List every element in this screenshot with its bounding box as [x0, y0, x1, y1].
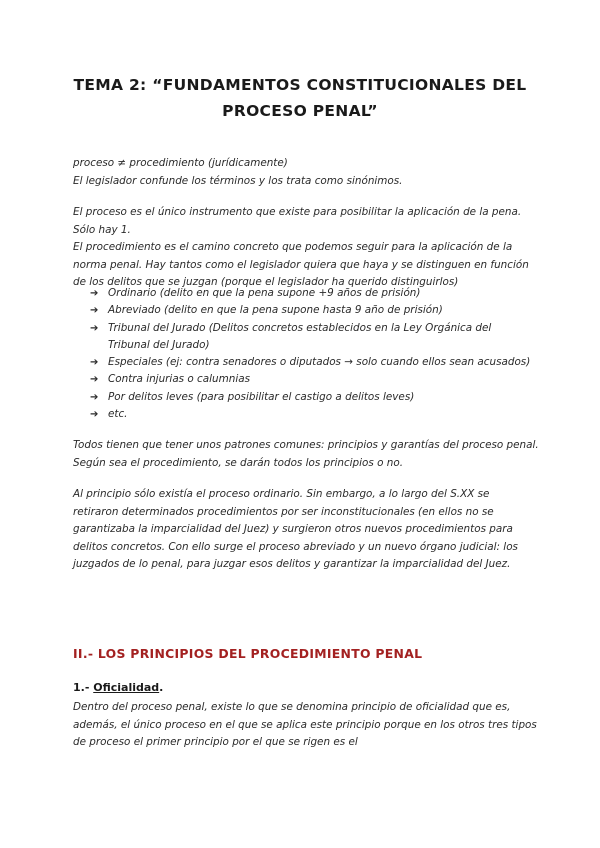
- arrow-icon: ➔: [90, 322, 99, 334]
- paragraph-oficialidad: [73, 699, 535, 752]
- intro-paragraph: [73, 155, 535, 190]
- arrow-icon: ➔: [90, 305, 99, 317]
- arrow-icon: ➔: [90, 391, 99, 403]
- title-line-1: TEMA 2: “FUNDAMENTOS CONSTITUCIONALES DEL: [73, 76, 527, 94]
- paragraph-line: Dentro del proceso penal, existe lo que se denomina principio de oficialidad que es,: [73, 701, 511, 713]
- list-item-text: Ordinario (delito en que la pena supone +9 años de prisión): [108, 287, 421, 299]
- paragraph-line: garantizaba la imparcialidad del Juez) y surgieron otros nuevos procedimientos para: [73, 523, 513, 536]
- paragraph-line: norma penal. Hay tantos como el legislador quiera que haya y se distinguen en función: [73, 258, 529, 271]
- document-title: [40, 72, 560, 124]
- paragraph-line: retiraron determinados procedimientos por ser inconstitucionales (en ellos no se: [73, 505, 494, 518]
- subsection-suffix: .: [159, 681, 164, 694]
- paragraph-line: Al principio sólo existía el proceso ordinario. Sin embargo, a lo largo del S.XX se: [73, 488, 490, 500]
- paragraph-proceso: [73, 204, 535, 292]
- arrow-icon: ➔: [90, 409, 99, 421]
- list-item-continuation: Tribunal del Jurado): [108, 338, 210, 351]
- list-item-text: etc.: [108, 408, 128, 421]
- paragraph-line: delitos concretos. Con ello surge el proceso abreviado y un nuevo órgano judicial: los: [73, 540, 518, 553]
- intro-line: El legislador confunde los términos y los trata como sinónimos.: [73, 174, 403, 187]
- title-line-2: PROCESO PENAL”: [222, 102, 378, 120]
- subsection-number: 1.-: [73, 681, 94, 694]
- intro-line: proceso ≠ procedimiento (jurídicamente): [73, 157, 288, 169]
- subsection-label: Oficialidad: [93, 681, 160, 694]
- paragraph-line: El procedimiento es el camino concreto que podemos seguir para la aplicación de la: [73, 241, 513, 254]
- list-item: [90, 389, 550, 406]
- list-item: [90, 371, 550, 388]
- list-item: [90, 285, 550, 302]
- section-heading: II.- LOS PRINCIPIOS DEL PROCEDIMIENTO PENAL: [73, 646, 423, 661]
- paragraph-historia: [73, 486, 535, 574]
- paragraph-line: de los delitos que se juzgan (porque el legislador ha querido distinguirlos): [73, 276, 459, 289]
- procedure-types-list: [90, 285, 550, 423]
- list-item-text: Por delitos leves (para posibilitar el castigo a delitos leves): [108, 390, 415, 403]
- paragraph-line: de proceso el primer principio por el que se rigen es el: [73, 736, 358, 749]
- paragraph-patrones: [73, 437, 539, 472]
- subsection-heading: [73, 681, 163, 694]
- paragraph-line: El proceso es el único instrumento que existe para posibilitar la aplicación de la pena.: [73, 206, 522, 218]
- arrow-icon: ➔: [90, 374, 99, 386]
- paragraph-line: además, el único proceso en el que se aplica este principio porque en los otros tres tipos: [73, 718, 537, 731]
- list-item: [90, 302, 550, 319]
- paragraph-line: juzgados de lo penal, para juzgar esos delitos y garantizar la imparcialidad del Juez.: [73, 558, 511, 571]
- paragraph-line: Según sea el procedimiento, se darán todos los principios o no.: [73, 456, 404, 469]
- list-item-text: Contra injurias o calumnias: [108, 373, 250, 386]
- list-item: [90, 354, 550, 371]
- arrow-icon: ➔: [90, 357, 99, 369]
- list-item: [90, 406, 550, 423]
- arrow-icon: ➔: [90, 288, 99, 299]
- paragraph-line: Sólo hay 1.: [73, 223, 131, 236]
- list-item: [90, 320, 550, 355]
- list-item-text: Abreviado (delito en que la pena supone hasta 9 año de prisión): [108, 304, 443, 317]
- list-item-text: Tribunal del Jurado (Delitos concretos establecidos en la Ley Orgánica del: [108, 321, 492, 334]
- paragraph-line: Todos tienen que tener unos patrones comunes: principios y garantías del proceso penal.: [73, 439, 539, 451]
- list-item-text: Especiales (ej: contra senadores o diputados → solo cuando ellos sean acusados): [108, 356, 531, 369]
